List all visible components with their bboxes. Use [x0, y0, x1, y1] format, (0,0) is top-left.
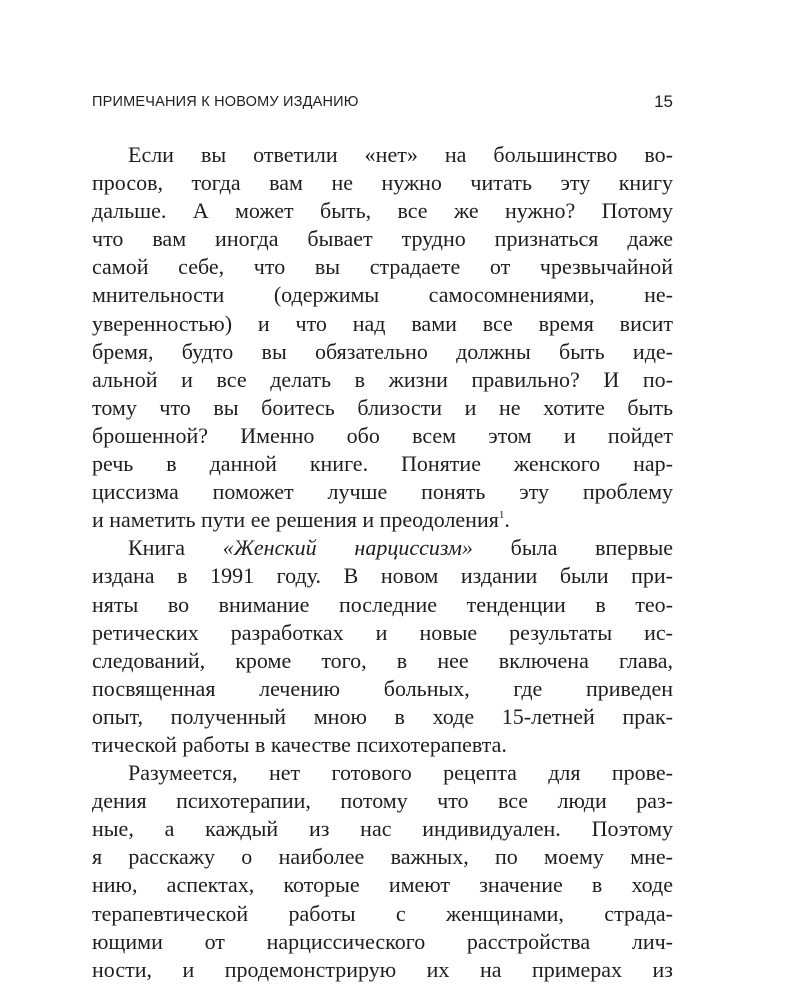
- text-line: тической работы в качестве психотерапевта.: [92, 731, 507, 757]
- page-number: 15: [654, 92, 673, 111]
- text-line: что вам иногда бывает трудно признаться даже: [92, 226, 673, 252]
- text-line: ретических разработках и новые результаты ис-: [92, 619, 673, 645]
- text-line: издана в 1991 году. В новом издании были при-: [92, 563, 673, 589]
- paragraph-2: [92, 534, 673, 759]
- text-line: уверенностью) и что над вами все время висит: [92, 310, 673, 336]
- text-line: нию, аспектах, которые имеют значение в ходе: [92, 872, 673, 898]
- text-line: альной и все делать в жизни правильно? И по-: [92, 366, 673, 392]
- text-line: [92, 534, 673, 562]
- text-line: дальше. А может быть, все же нужно? Потому: [92, 198, 673, 224]
- text-line: брошенной? Именно обо всем этом и пойдет: [92, 422, 673, 448]
- text-line: ные, а каждый из нас индивидуален. Поэтому: [92, 816, 673, 842]
- text-line-content: и наметить пути ее решения и преодоления: [92, 507, 499, 533]
- text-line-start: Книга: [128, 535, 223, 561]
- text-line-end: была впервые: [472, 535, 673, 561]
- text-line: дения психотерапии, потому что все люди раз-: [92, 788, 673, 814]
- text-line: следований, кроме того, в нее включена глава,: [92, 647, 673, 673]
- text-line: самой себе, что вы страдаете от чрезвычайной: [92, 254, 673, 280]
- body-text: [92, 141, 673, 984]
- text-line: ности, и продемонстрирую их на примерах из: [92, 956, 673, 982]
- text-line: Разумеется, нет готового рецепта для прове-: [128, 760, 673, 786]
- text-line: посвященная лечению больных, где приведен: [92, 675, 673, 701]
- text-line: [92, 506, 673, 534]
- text-line: бремя, будто вы обязательно должны быть иде-: [92, 338, 673, 364]
- text-line: циссизма поможет лучше понять эту проблему: [92, 479, 673, 505]
- text-line: я расскажу о наиболее важных, по моему мне-: [92, 844, 673, 870]
- running-header-title: ПРИМЕЧАНИЯ К НОВОМУ ИЗДАНИЮ: [92, 94, 359, 110]
- end-punctuation: .: [504, 507, 510, 533]
- text-line: мнительности (одержимы самосомнениями, не-: [92, 282, 673, 308]
- text-line: просов, тогда вам не нужно читать эту книгу: [92, 170, 673, 196]
- text-line: терапевтической работы с женщинами, страда-: [92, 900, 673, 926]
- book-title: «Женский нарциссизм»: [222, 535, 473, 561]
- text-line: ющими от нарциссического расстройства лич-: [92, 928, 673, 954]
- footnote-reference[interactable]: 1: [498, 509, 505, 522]
- text-line: речь в данной книге. Понятие женского нар-: [92, 451, 673, 477]
- running-header: [92, 93, 673, 117]
- text-line: тому что вы боитесь близости и не хотите быть: [92, 394, 673, 420]
- text-line: Если вы ответили «нет» на большинство во-: [128, 142, 673, 167]
- text-line: няты во внимание последние тенденции в тео-: [92, 591, 673, 617]
- text-line: опыт, полученный мною в ходе 15-летней прак-: [92, 703, 673, 729]
- paragraph-1: [92, 141, 673, 534]
- paragraph-3: [92, 759, 673, 984]
